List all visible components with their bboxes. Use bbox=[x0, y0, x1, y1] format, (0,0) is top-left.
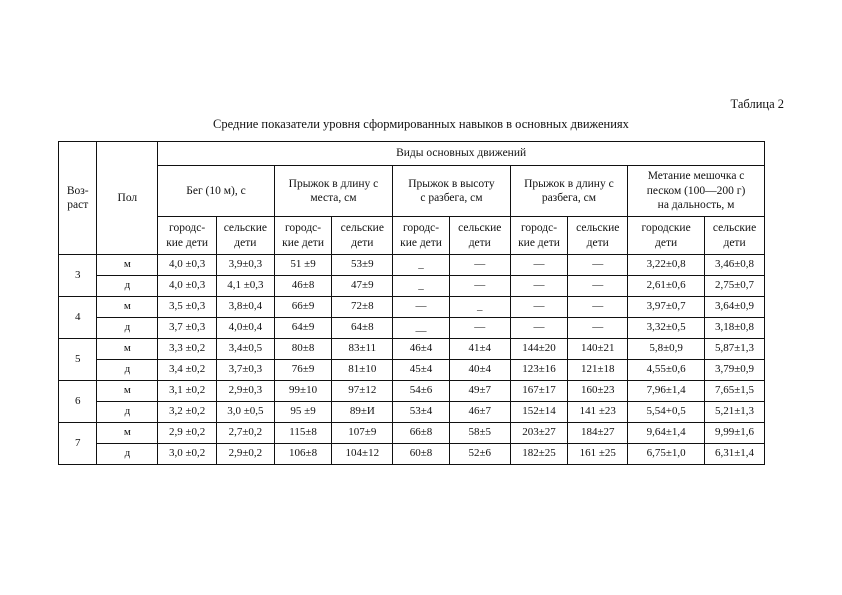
value-cell: 4,1 ±0,3 bbox=[216, 276, 274, 297]
value-cell: _ bbox=[449, 297, 510, 318]
value-cell: 152±14 bbox=[510, 402, 568, 423]
header-age: Воз- раст bbox=[59, 142, 97, 255]
header-subcolumn: городс- кие дети bbox=[510, 217, 568, 255]
value-cell: 76±9 bbox=[274, 360, 332, 381]
table-row bbox=[59, 423, 765, 444]
value-cell: 60±8 bbox=[393, 444, 450, 465]
header-subcolumn: городс- кие дети bbox=[393, 217, 450, 255]
sex-cell: д bbox=[97, 318, 158, 339]
value-cell: 51 ±9 bbox=[274, 255, 332, 276]
table-row bbox=[59, 255, 765, 276]
value-cell: 5,21±1,3 bbox=[705, 402, 765, 423]
header-movement: Метание мешочка с песком (100—200 г) на дальность, м bbox=[628, 166, 765, 217]
value-cell: 4,0±0,4 bbox=[216, 318, 274, 339]
sex-cell: д bbox=[97, 402, 158, 423]
header-subcolumn: городские дети bbox=[628, 217, 705, 255]
value-cell: 66±8 bbox=[393, 423, 450, 444]
value-cell: _ bbox=[393, 276, 450, 297]
header-subcolumn: городс- кие дети bbox=[158, 217, 217, 255]
sex-cell: д bbox=[97, 444, 158, 465]
value-cell: — bbox=[568, 297, 628, 318]
data-table bbox=[58, 141, 765, 465]
value-cell: 64±8 bbox=[332, 318, 393, 339]
value-cell: 80±8 bbox=[274, 339, 332, 360]
age-cell: 6 bbox=[59, 381, 97, 423]
value-cell: — bbox=[449, 318, 510, 339]
value-cell: 6,31±1,4 bbox=[705, 444, 765, 465]
table-row bbox=[59, 402, 765, 423]
header-movement: Прыжок в длину с разбега, см bbox=[510, 166, 627, 217]
value-cell: 2,9 ±0,2 bbox=[158, 423, 217, 444]
value-cell: — bbox=[510, 297, 568, 318]
value-cell: 4,0 ±0,3 bbox=[158, 276, 217, 297]
value-cell: 4,0 ±0,3 bbox=[158, 255, 217, 276]
value-cell: 3,18±0,8 bbox=[705, 318, 765, 339]
header-sex: Пол bbox=[97, 142, 158, 255]
value-cell: 9,64±1,4 bbox=[628, 423, 705, 444]
value-cell: 107±9 bbox=[332, 423, 393, 444]
age-cell: 4 bbox=[59, 297, 97, 339]
value-cell: 115±8 bbox=[274, 423, 332, 444]
sex-cell: д bbox=[97, 276, 158, 297]
value-cell: 52±6 bbox=[449, 444, 510, 465]
header-movement: Прыжок в длину с места, см bbox=[274, 166, 392, 217]
value-cell: — bbox=[449, 276, 510, 297]
header-subcolumn: сельские дети bbox=[449, 217, 510, 255]
table-label: Таблица 2 bbox=[730, 97, 784, 111]
header-row-1 bbox=[59, 142, 765, 166]
value-cell: 95 ±9 bbox=[274, 402, 332, 423]
value-cell: 3,2 ±0,2 bbox=[158, 402, 217, 423]
value-cell: — bbox=[568, 255, 628, 276]
table-row bbox=[59, 318, 765, 339]
value-cell: 99±10 bbox=[274, 381, 332, 402]
sex-cell: м bbox=[97, 381, 158, 402]
value-cell: — bbox=[510, 318, 568, 339]
table-row bbox=[59, 360, 765, 381]
value-cell: — bbox=[568, 318, 628, 339]
value-cell: 123±16 bbox=[510, 360, 568, 381]
value-cell: 144±20 bbox=[510, 339, 568, 360]
value-cell: 5,87±1,3 bbox=[705, 339, 765, 360]
value-cell: 54±6 bbox=[393, 381, 450, 402]
table-row bbox=[59, 297, 765, 318]
age-cell: 3 bbox=[59, 255, 97, 297]
value-cell: 3,7 ±0,3 bbox=[158, 318, 217, 339]
value-cell: 81±10 bbox=[332, 360, 393, 381]
value-cell: 3,97±0,7 bbox=[628, 297, 705, 318]
header-subcolumn: сельские дети bbox=[216, 217, 274, 255]
age-cell: 7 bbox=[59, 423, 97, 465]
value-cell: 2,61±0,6 bbox=[628, 276, 705, 297]
value-cell: 89±И bbox=[332, 402, 393, 423]
value-cell: 3,32±0,5 bbox=[628, 318, 705, 339]
value-cell: 104±12 bbox=[332, 444, 393, 465]
sex-cell: м bbox=[97, 255, 158, 276]
value-cell: 182±25 bbox=[510, 444, 568, 465]
value-cell: 3,4 ±0,2 bbox=[158, 360, 217, 381]
value-cell: 66±9 bbox=[274, 297, 332, 318]
value-cell: 6,75±1,0 bbox=[628, 444, 705, 465]
header-subcolumn: городс- кие дети bbox=[274, 217, 332, 255]
value-cell: 3,22±0,8 bbox=[628, 255, 705, 276]
value-cell: 46±4 bbox=[393, 339, 450, 360]
value-cell: 161 ±25 bbox=[568, 444, 628, 465]
value-cell: — bbox=[449, 255, 510, 276]
value-cell: 167±17 bbox=[510, 381, 568, 402]
header-subcolumn: сельские дети bbox=[332, 217, 393, 255]
value-cell: 121±18 bbox=[568, 360, 628, 381]
value-cell: 53±9 bbox=[332, 255, 393, 276]
value-cell: 160±23 bbox=[568, 381, 628, 402]
value-cell: 64±9 bbox=[274, 318, 332, 339]
value-cell: 41±4 bbox=[449, 339, 510, 360]
value-cell: 3,64±0,9 bbox=[705, 297, 765, 318]
sex-cell: м bbox=[97, 423, 158, 444]
value-cell: 140±21 bbox=[568, 339, 628, 360]
value-cell: 3,8±0,4 bbox=[216, 297, 274, 318]
value-cell: 58±5 bbox=[449, 423, 510, 444]
value-cell: 5,54+0,5 bbox=[628, 402, 705, 423]
value-cell: 47±9 bbox=[332, 276, 393, 297]
value-cell: 141 ±23 bbox=[568, 402, 628, 423]
table-row bbox=[59, 276, 765, 297]
value-cell: 4,55±0,6 bbox=[628, 360, 705, 381]
value-cell: _ bbox=[393, 255, 450, 276]
value-cell: 9,99±1,6 bbox=[705, 423, 765, 444]
table-row bbox=[59, 444, 765, 465]
value-cell: 46±7 bbox=[449, 402, 510, 423]
value-cell: 7,65±1,5 bbox=[705, 381, 765, 402]
value-cell: 3,79±0,9 bbox=[705, 360, 765, 381]
value-cell: — bbox=[510, 255, 568, 276]
sex-cell: д bbox=[97, 360, 158, 381]
value-cell: 49±7 bbox=[449, 381, 510, 402]
value-cell: 97±12 bbox=[332, 381, 393, 402]
header-movements-group: Виды основных движений bbox=[158, 142, 765, 166]
value-cell: 203±27 bbox=[510, 423, 568, 444]
value-cell: 2,7±0,2 bbox=[216, 423, 274, 444]
value-cell: 72±8 bbox=[332, 297, 393, 318]
value-cell: 184±27 bbox=[568, 423, 628, 444]
value-cell: 40±4 bbox=[449, 360, 510, 381]
value-cell: 3,0 ±0,5 bbox=[216, 402, 274, 423]
value-cell: 5,8±0,9 bbox=[628, 339, 705, 360]
value-cell: — bbox=[510, 276, 568, 297]
sex-cell: м bbox=[97, 339, 158, 360]
sex-cell: м bbox=[97, 297, 158, 318]
value-cell: 3,4±0,5 bbox=[216, 339, 274, 360]
value-cell: 2,9±0,2 bbox=[216, 444, 274, 465]
value-cell: 3,3 ±0,2 bbox=[158, 339, 217, 360]
value-cell: 7,96±1,4 bbox=[628, 381, 705, 402]
value-cell: 2,9±0,3 bbox=[216, 381, 274, 402]
age-cell: 5 bbox=[59, 339, 97, 381]
value-cell: 53±4 bbox=[393, 402, 450, 423]
header-row-3 bbox=[59, 217, 765, 255]
value-cell: 106±8 bbox=[274, 444, 332, 465]
value-cell: — bbox=[568, 276, 628, 297]
value-cell: 3,1 ±0,2 bbox=[158, 381, 217, 402]
header-row-2 bbox=[59, 166, 765, 217]
header-subcolumn: сельские дети bbox=[568, 217, 628, 255]
value-cell: 3,46±0,8 bbox=[705, 255, 765, 276]
value-cell: 83±11 bbox=[332, 339, 393, 360]
header-movement: Бег (10 м), с bbox=[158, 166, 274, 217]
value-cell: 3,0 ±0,2 bbox=[158, 444, 217, 465]
value-cell: 45±4 bbox=[393, 360, 450, 381]
value-cell: 3,5 ±0,3 bbox=[158, 297, 217, 318]
value-cell: — bbox=[393, 297, 450, 318]
table-row bbox=[59, 381, 765, 402]
table-caption: Средние показатели уровня сформированных навыков в основных движениях bbox=[213, 117, 629, 131]
table-row bbox=[59, 339, 765, 360]
value-cell: 3,9±0,3 bbox=[216, 255, 274, 276]
header-movement: Прыжок в высоту с разбега, см bbox=[393, 166, 510, 217]
value-cell: 3,7±0,3 bbox=[216, 360, 274, 381]
value-cell: 2,75±0,7 bbox=[705, 276, 765, 297]
value-cell: __ bbox=[393, 318, 450, 339]
header-subcolumn: сельские дети bbox=[705, 217, 765, 255]
value-cell: 46±8 bbox=[274, 276, 332, 297]
